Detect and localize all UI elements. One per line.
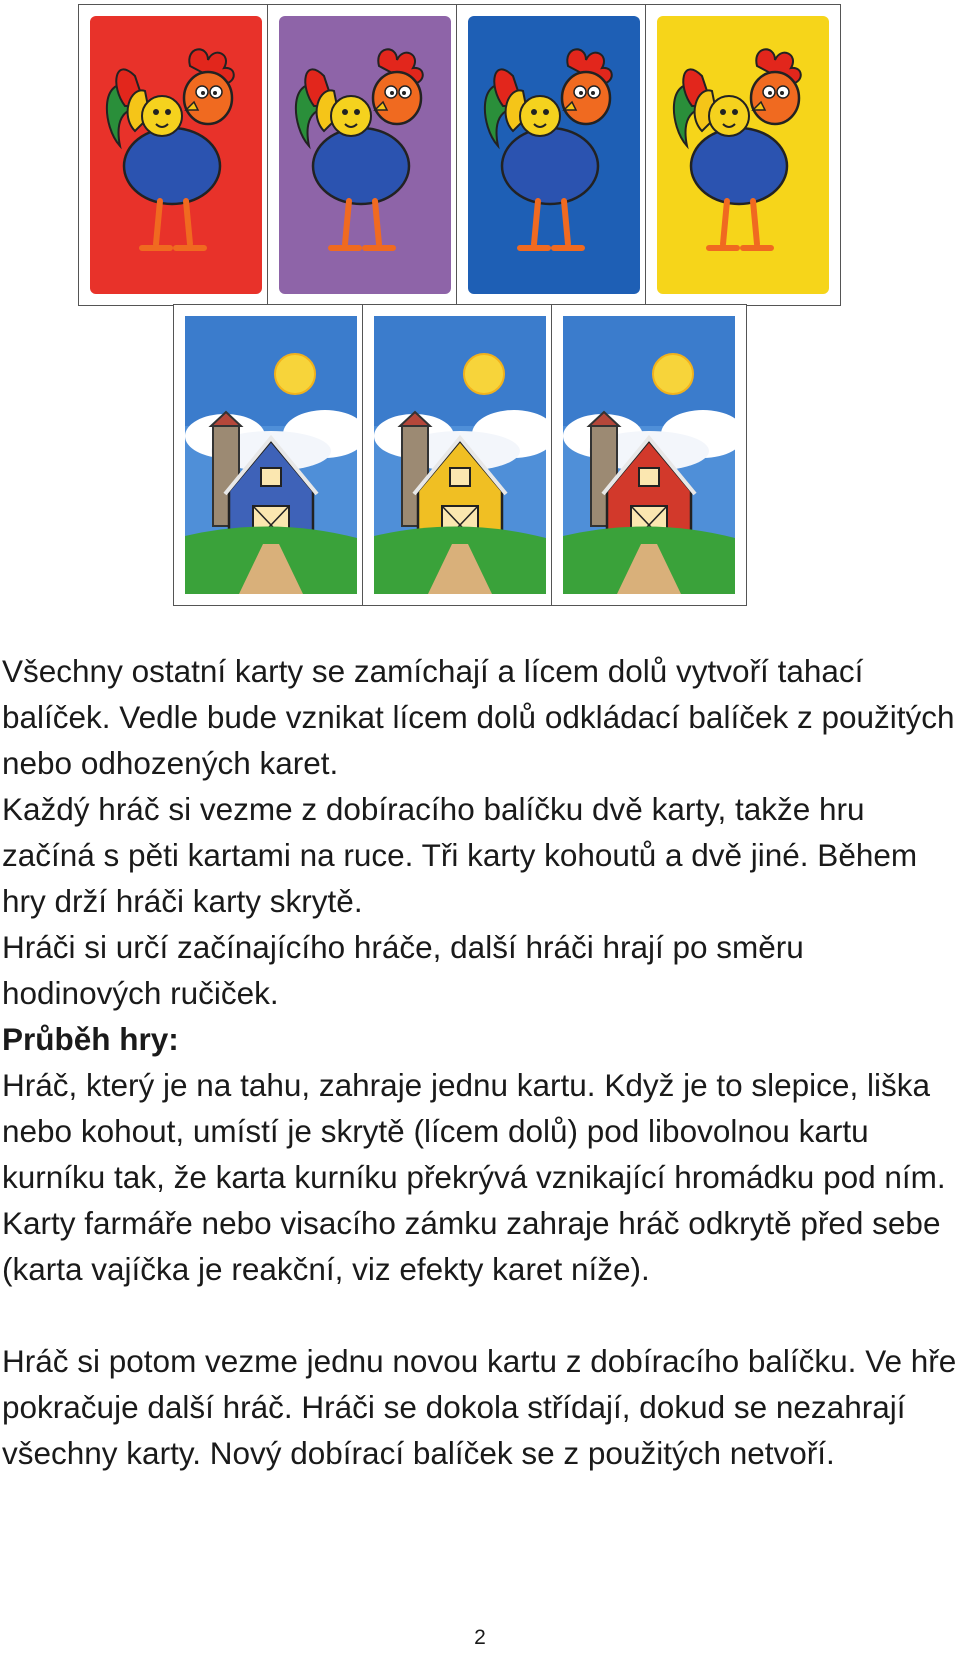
rooster-card-red: [78, 4, 274, 306]
page-number: 2: [474, 1626, 486, 1649]
rooster-illustration: [279, 16, 451, 294]
paragraph-farmer-lock: Karty farmáře nebo visacího zámku zahraje hráč odkrytě před sebe (karta vajíčka je reakční, viz efekty karet níže).: [2, 1205, 941, 1287]
rooster-illustration: [657, 16, 829, 294]
coop-cards-row: [0, 300, 960, 620]
paragraph-gap: [2, 1292, 958, 1338]
coop-card-blue: [173, 304, 369, 606]
paragraph-starting-hand: Každý hráč si vezme z dobíracího balíčku dvě karty, takže hru začíná s pěti kartami na ruce. Tři karty kohoutů a dvě jiné. Během hry drží hráči karty skrytě.: [2, 791, 918, 919]
rooster-card-blue: [456, 4, 652, 306]
rooster-card-yellow: [645, 4, 841, 306]
paragraph-draw-card: Hráč si potom vezme jednu novou kartu z dobíracího balíčku. Ve hře pokračuje další hráč. Hráči se dokola střídají, dokud se nezahrají všechny karty. Nový dobírací balíček se z použitých netvoří.: [2, 1343, 957, 1471]
paragraph-play-card: Hráč, který je na tahu, zahraje jednu kartu. Když je to slepice, liška nebo kohout, umístí je skrytě (lícem dolů) pod libovolnou kartu kurníku tak, že karta kurníku překrývá vznikající hromádku pod ním.: [2, 1067, 946, 1195]
rooster-illustration: [90, 16, 262, 294]
rules-text: [2, 648, 958, 1476]
coop-illustration: [563, 316, 735, 594]
rooster-card-purple: [267, 4, 463, 306]
coop-illustration: [185, 316, 357, 594]
paragraph-turn-order: Hráči si určí začínajícího hráče, další hráči hrají po směru hodinových ručiček.: [2, 929, 804, 1011]
coop-card-red: [551, 304, 747, 606]
coop-illustration: [374, 316, 546, 594]
rooster-illustration: [468, 16, 640, 294]
section-heading-gameplay: Průběh hry:: [2, 1021, 179, 1057]
rooster-cards-row: [0, 0, 960, 320]
paragraph-deck-setup: Všechny ostatní karty se zamíchají a lícem dolů vytvoří tahací balíček. Vedle bude vznikat lícem dolů odkládací balíček z použitých nebo odhozených karet.: [2, 653, 955, 781]
coop-card-yellow: [362, 304, 558, 606]
